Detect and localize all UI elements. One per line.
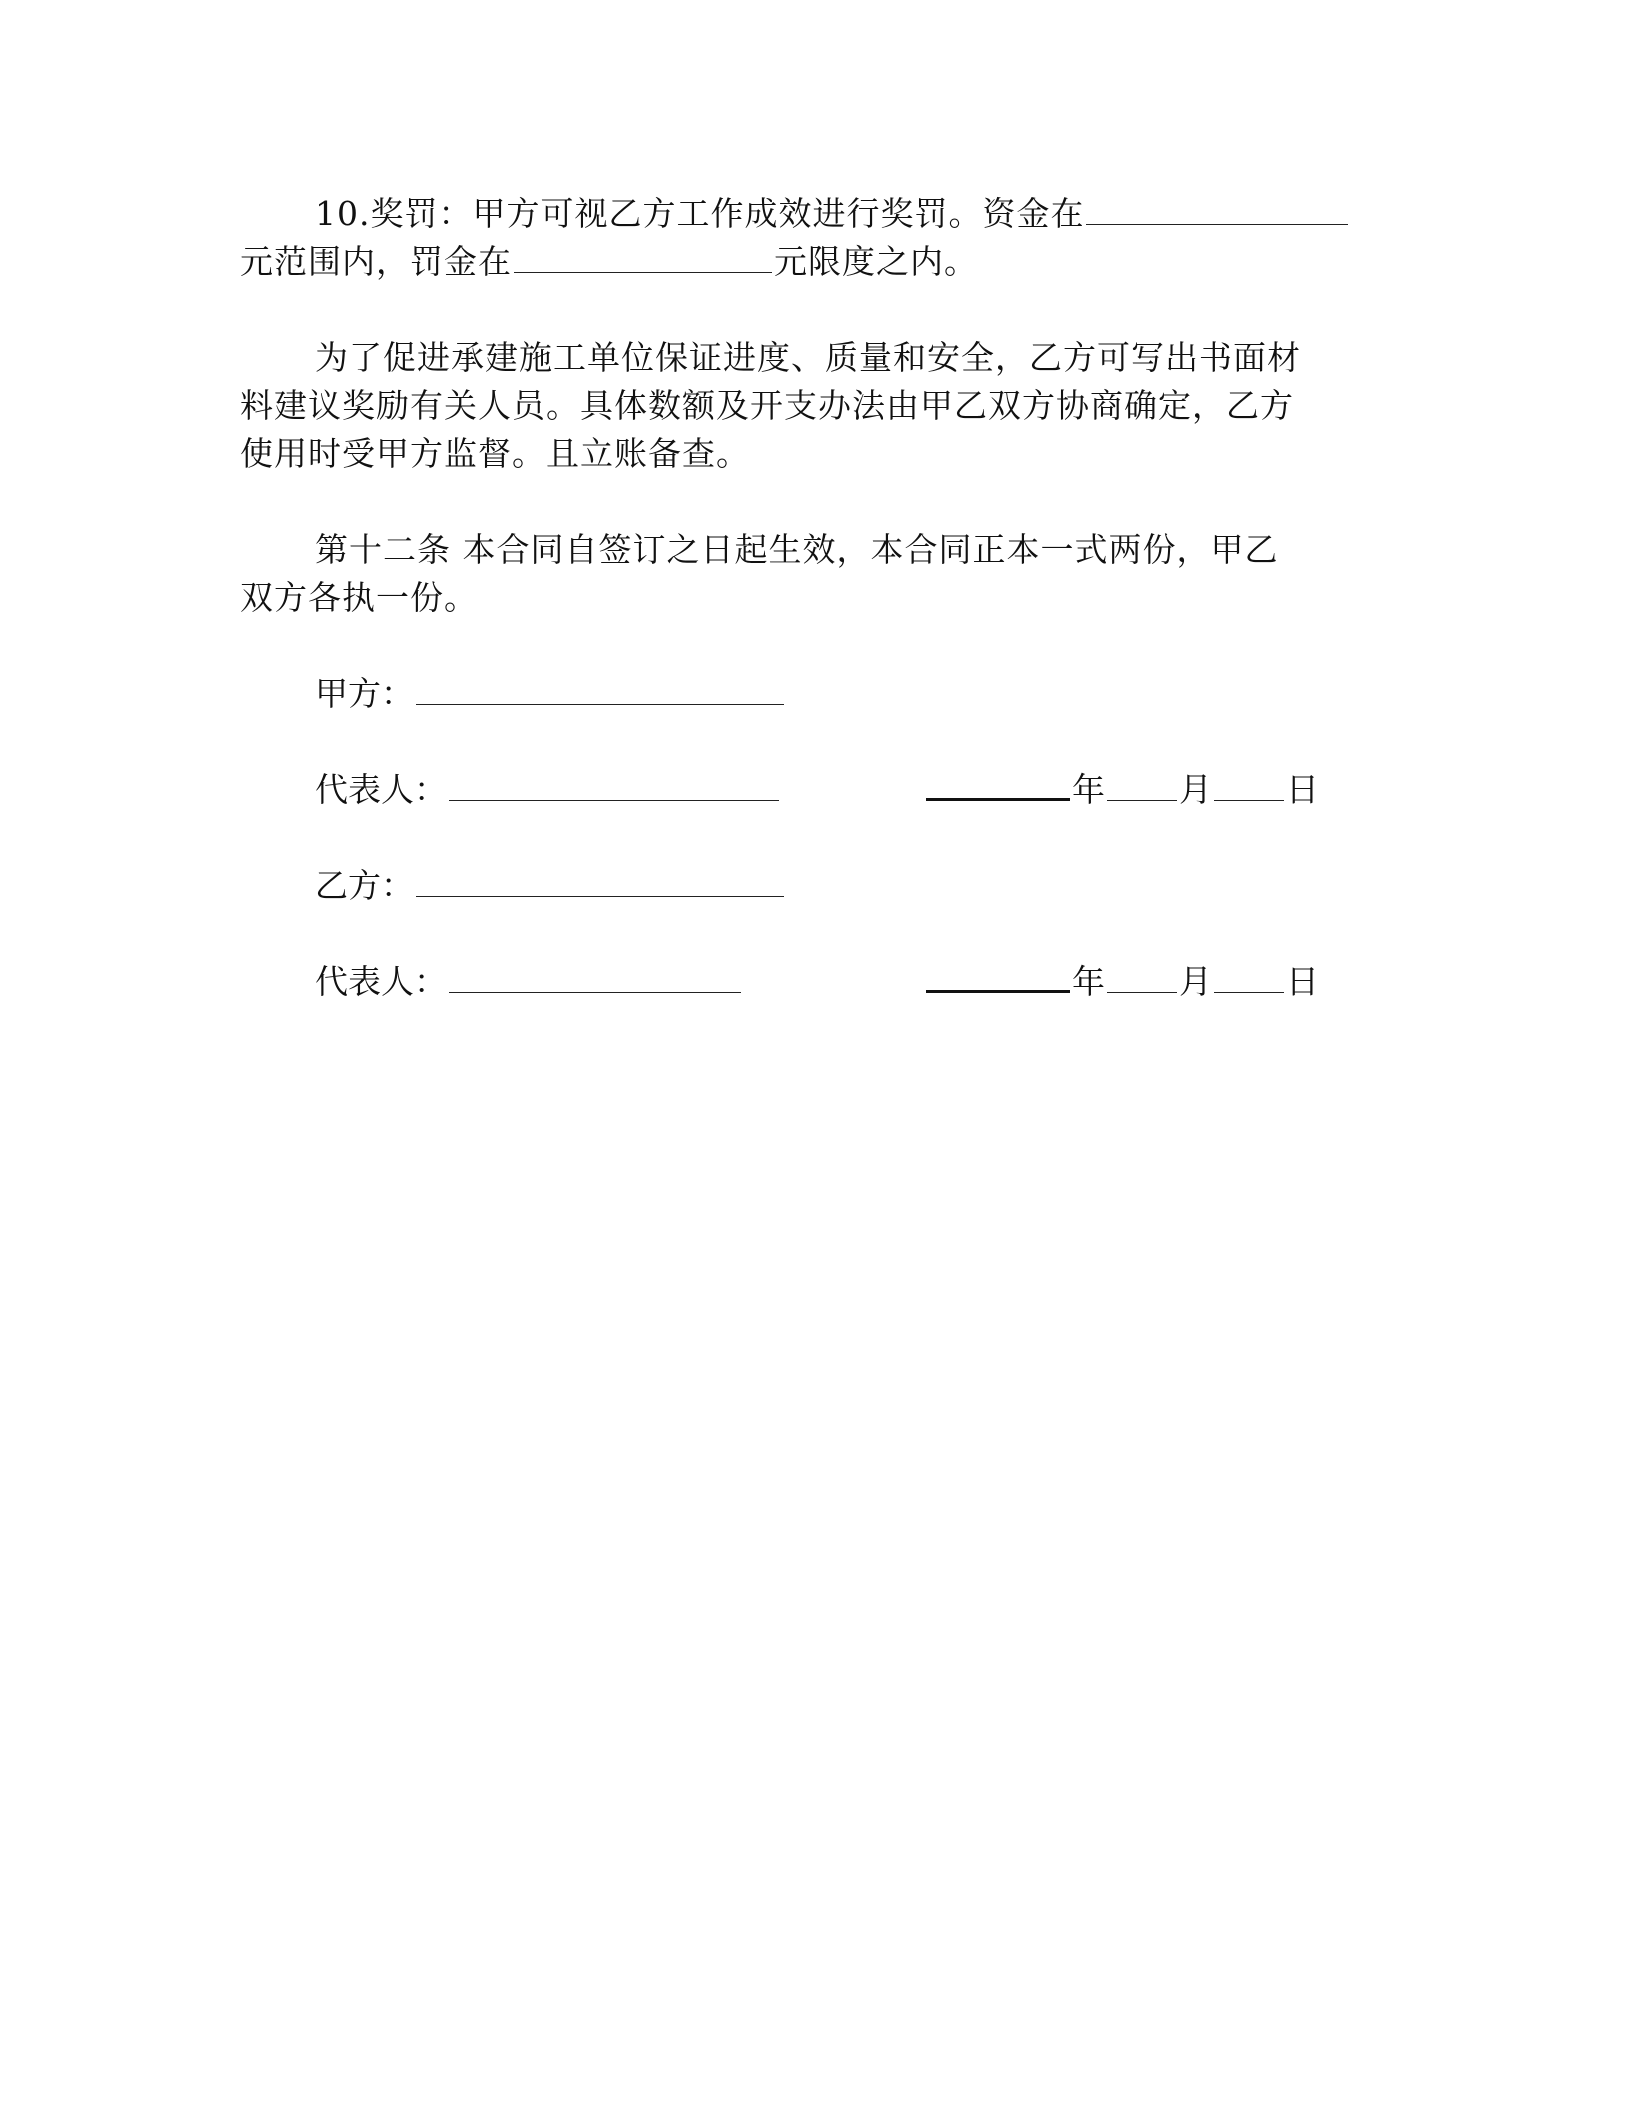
date-b-day-blank[interactable] xyxy=(1214,962,1284,993)
date-a-day-blank[interactable] xyxy=(1214,770,1284,801)
date-a-year-blank[interactable] xyxy=(926,768,1070,801)
reward-range-text: 元范围内，罚金在 xyxy=(240,242,512,281)
reward-line-2 xyxy=(240,238,978,286)
date-a-day-label: 日 xyxy=(1286,770,1319,809)
date-b-month-blank[interactable] xyxy=(1107,962,1177,993)
date-a-row xyxy=(924,766,1319,814)
party-b-row xyxy=(315,862,786,910)
promote-line-2: 料建议奖励有关人员。具体数额及开支办法由甲乙双方协商确定，乙方 xyxy=(240,386,1294,425)
party-b-blank[interactable] xyxy=(416,866,784,897)
party-a-label: 甲方： xyxy=(315,674,414,713)
rep-b-row xyxy=(315,958,743,1006)
penalty-limit-text: 元限度之内。 xyxy=(774,242,978,281)
rep-a-label: 代表人： xyxy=(315,770,447,809)
rep-a-row xyxy=(315,766,781,814)
date-b-day-label: 日 xyxy=(1286,962,1319,1001)
date-b-row xyxy=(924,958,1319,1006)
party-a-row xyxy=(315,670,786,718)
date-a-month-label: 月 xyxy=(1179,770,1212,809)
rep-a-blank[interactable] xyxy=(449,770,779,801)
reward-amount-blank[interactable] xyxy=(1086,194,1348,225)
article12-line-1: 第十二条 本合同自签订之日起生效，本合同正本一式两份，甲乙 xyxy=(315,530,1279,569)
penalty-amount-blank[interactable] xyxy=(514,242,772,273)
date-b-month-label: 月 xyxy=(1179,962,1212,1001)
date-a-month-blank[interactable] xyxy=(1107,770,1177,801)
promote-line-3: 使用时受甲方监督。且立账备查。 xyxy=(240,434,750,473)
reward-text: 10.奖罚：甲方可视乙方工作成效进行奖罚。资金在 xyxy=(315,194,1085,233)
party-b-label: 乙方： xyxy=(315,866,414,905)
rep-b-blank[interactable] xyxy=(449,962,741,993)
party-a-blank[interactable] xyxy=(416,674,784,705)
date-a-year-label: 年 xyxy=(1072,770,1105,809)
promote-line-1: 为了促进承建施工单位保证进度、质量和安全，乙方可写出书面材 xyxy=(315,338,1301,377)
rep-b-label: 代表人： xyxy=(315,962,447,1001)
date-b-year-label: 年 xyxy=(1072,962,1105,1001)
article12-line-2: 双方各执一份。 xyxy=(240,578,478,617)
reward-line-1 xyxy=(315,190,1350,238)
date-b-year-blank[interactable] xyxy=(926,960,1070,993)
